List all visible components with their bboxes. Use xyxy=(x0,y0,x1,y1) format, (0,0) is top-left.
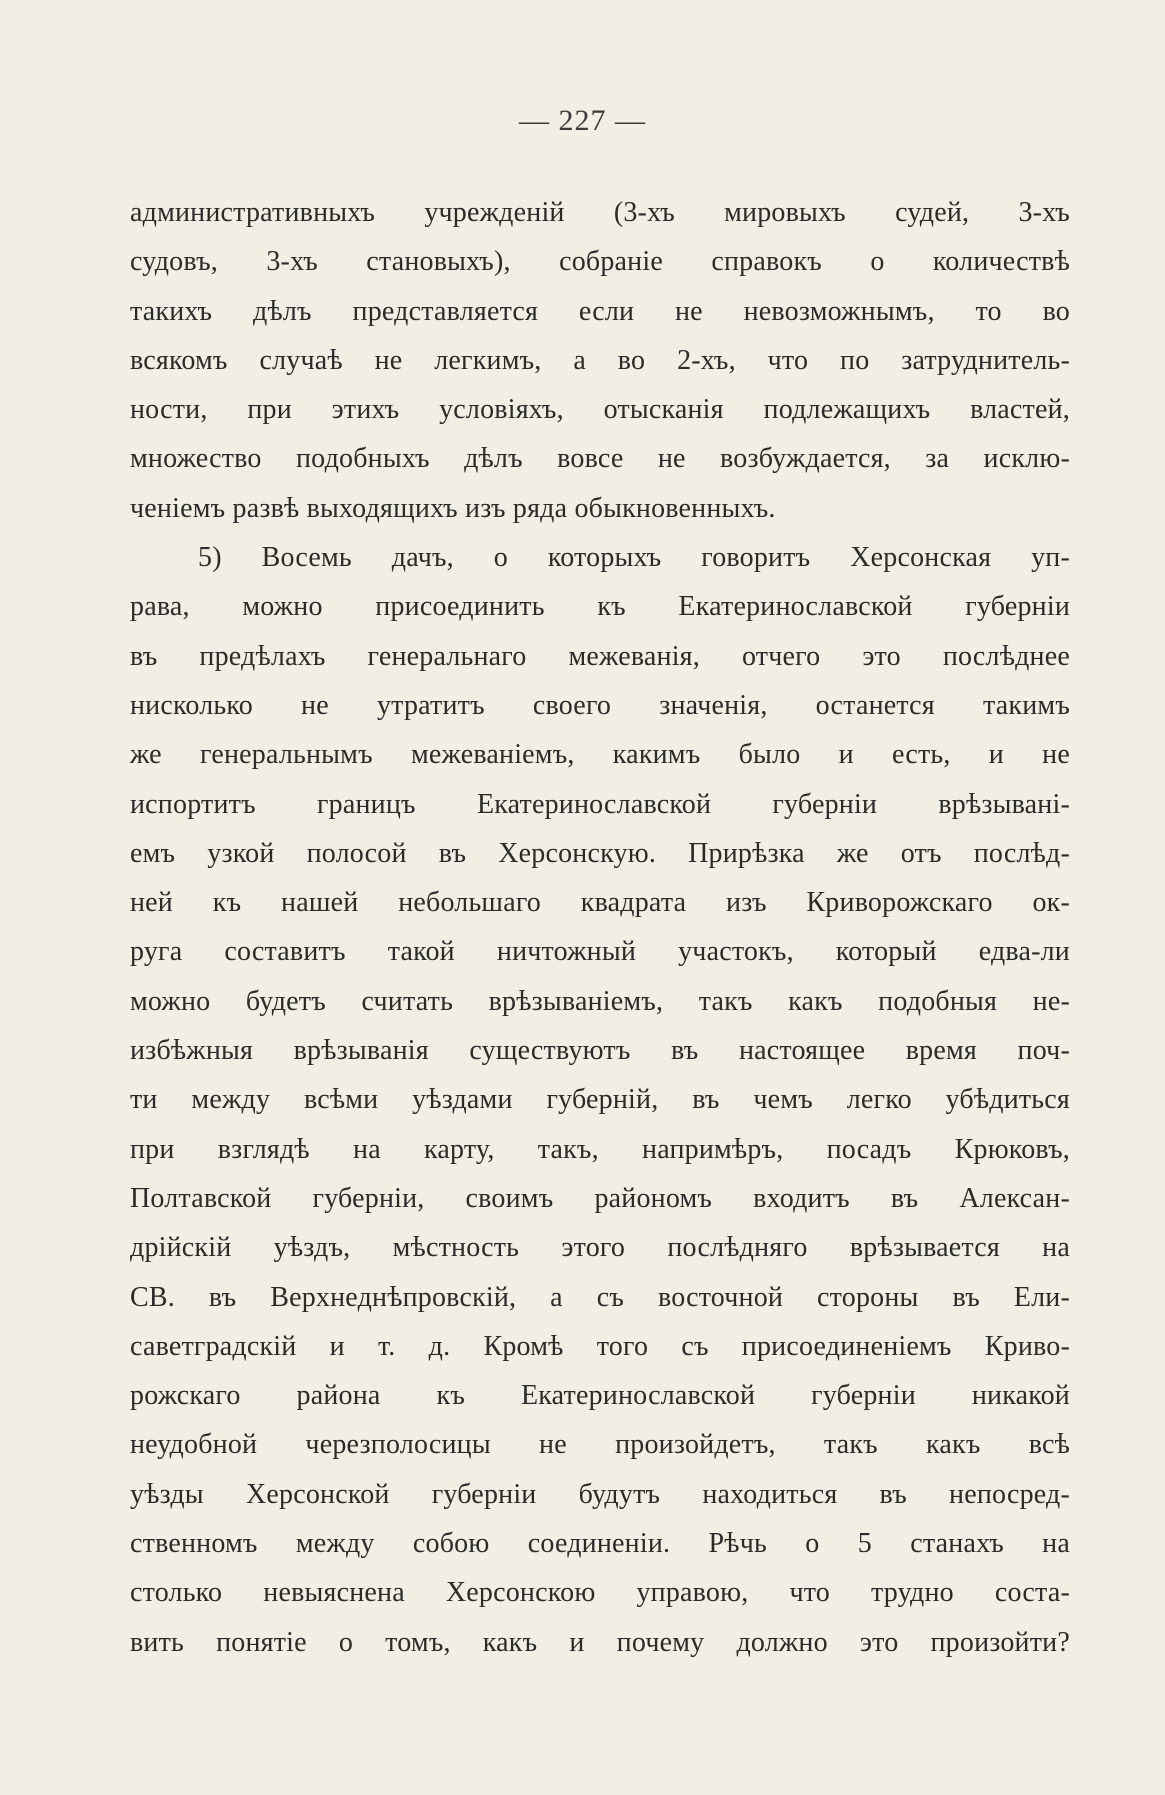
text-line: нисколько не утратитъ своего значенія, останется такимъ xyxy=(130,689,1070,721)
text-line: всякомъ случаѣ не легкимъ, а во 2-хъ, что по затруднитель- xyxy=(130,344,1070,376)
text-line: СВ. въ Верхнеднѣпровскій, а съ восточной стороны въ Ели- xyxy=(130,1281,1070,1313)
text-line: судовъ, 3-хъ становыхъ), собраніе справокъ о количествѣ xyxy=(130,246,1070,278)
body-text xyxy=(130,188,1070,1667)
text-line: можно будетъ считать врѣзываніемъ, такъ какъ подобныя не- xyxy=(130,985,1070,1017)
text-line: рава, можно присоединить къ Екатеринославской губерніи xyxy=(130,591,1070,623)
text-line: неудобной черезполосицы не произойдетъ, такъ какъ всѣ xyxy=(130,1429,1070,1461)
text-line: ности, при этихъ условіяхъ, отысканія подлежащихъ властей, xyxy=(130,394,1070,426)
text-line: административныхъ учрежденій (3-хъ мировыхъ судей, 3-хъ xyxy=(130,197,1070,228)
text-line: множество подобныхъ дѣлъ вовсе не возбуждается, за исклю- xyxy=(130,443,1070,475)
text-line: ченіемъ развѣ выходящихъ изъ ряда обыкновенныхъ. xyxy=(130,492,776,524)
text-line: столько невыяснена Херсонскою управою, что трудно соста- xyxy=(130,1577,1070,1609)
text-line: испортитъ границъ Екатеринославской губерніи врѣзывані- xyxy=(130,788,1070,820)
text-line: избѣжныя врѣзыванія существуютъ въ настоящее время поч- xyxy=(130,1035,1070,1067)
text-line: уѣзды Херсонской губерніи будутъ находиться въ непосред- xyxy=(130,1478,1070,1510)
text-line: при взглядѣ на карту, такъ, напримѣръ, посадъ Крюковъ, xyxy=(130,1133,1070,1165)
text-line: вить понятіе о томъ, какъ и почему должно это произойти? xyxy=(130,1626,1070,1658)
text-line: емъ узкой полосой въ Херсонскую. Прирѣзка же отъ послѣд- xyxy=(130,837,1070,869)
text-line: Полтавской губерніи, своимъ райономъ входитъ въ Алексан- xyxy=(130,1182,1070,1214)
text-line: саветградскій и т. д. Кромѣ того съ присоединеніемъ Криво- xyxy=(130,1330,1070,1362)
text-line: рожскаго района къ Екатеринославской губерніи никакой xyxy=(130,1380,1070,1412)
text-line: ней къ нашей небольшаго квадрата изъ Криворожскаго ок- xyxy=(130,887,1070,919)
page-number: — 227 — xyxy=(519,104,646,137)
text-line: дрійскій уѣздъ, мѣстность этого послѣдняго врѣзывается на xyxy=(130,1232,1070,1264)
text-line: же генеральнымъ межеваніемъ, какимъ было и есть, и не xyxy=(130,739,1070,771)
text-line: ти между всѣми уѣздами губерній, въ чемъ легко убѣдиться xyxy=(130,1084,1070,1116)
text-line-indent: 5) Восемь дачъ, о которыхъ говоритъ Херсонская уп- xyxy=(198,542,1070,574)
text-line: руга составитъ такой ничтожный участокъ, который едва-ли xyxy=(130,936,1070,968)
text-line: такихъ дѣлъ представляется если не невозможнымъ, то во xyxy=(130,295,1070,327)
text-line: въ предѣлахъ генеральнаго межеванія, отчего это послѣднее xyxy=(130,640,1070,672)
text-line: ственномъ между собою соединеніи. Рѣчь о 5 станахъ на xyxy=(130,1528,1070,1560)
